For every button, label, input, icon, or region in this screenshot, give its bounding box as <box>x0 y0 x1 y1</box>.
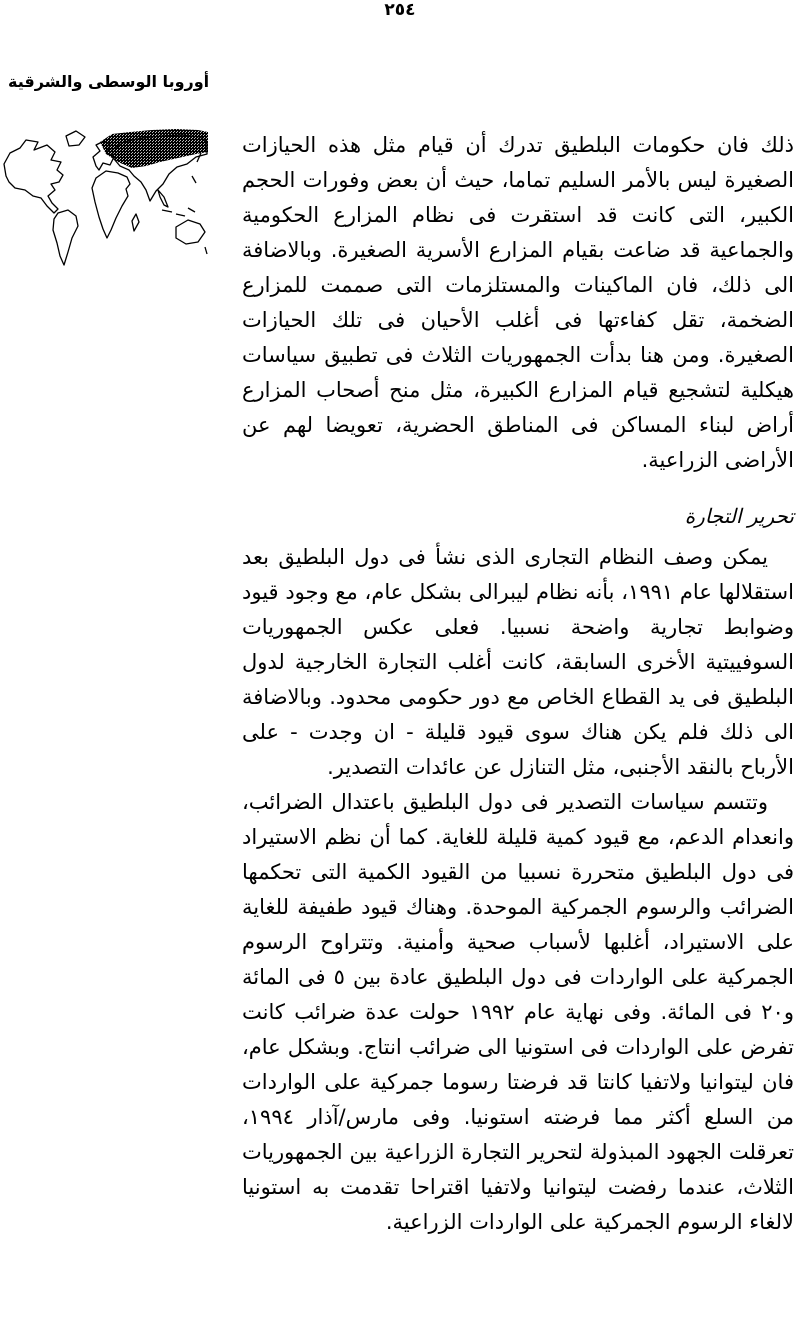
world-map <box>0 126 212 274</box>
paragraph-2: يمكن وصف النظام التجارى الذى نشأ فى دول البلطيق بعد استقلالها عام ١٩٩١، بأنه نظام ليبرالى بشكل عام، مع وجود قيود وضوابط تجارية واضحة نسبيا. فعلى عكس الجمهوريات السوفييتية الأخرى السابقة، كانت أغلب التجارة الخارجية لدول البلطيق فى يد القطاع الخاص مع دور حكومى محدود. وبالاضافة الى ذلك فلم يكن هناك سوى قيود قليلة - ان وجدت - على الأرباح بالنقد الأجنبى، مثل التنازل عن عائدات التصدير. <box>242 545 794 779</box>
map-newzealand-outline <box>205 247 207 254</box>
map-south-america-outline <box>53 210 78 265</box>
article-text-column <box>242 128 794 1240</box>
map-madagascar-outline <box>132 214 139 231</box>
paragraph-3: وتتسم سياسات التصدير فى دول البلطيق باعتدال الضرائب، وانعدام الدعم، مع قيود كمية قليلة للغاية. كما أن نظم الاستيراد فى دول البلطيق متحررة نسبيا من القيود الكمية التى تحكمها الضرائب والرسوم الجمركية الموحدة. وهناك قيود طفيفة للغاية على الاستيراد، أغلبها لأسباب صحية وأمنية. وتتراوح الرسوم الجمركية على الواردات فى دول البلطيق عادة بين ٥ فى المائة و٢٠ فى المائة. وفى نهاية عام ١٩٩٢ حولت عدة ضرائب كانت تفرض على الواردات فى استونيا الى ضرائب انتاج. وبشكل عام، فان ليتوانيا ولاتفيا كانتا قد فرضتا رسوما جمركية على الواردات من السلع أكثر مما فرضته استونيا. وفى مارس/آذار ١٩٩٤، تعرقلت الجهود المبذولة لتحرير التجارة الزراعية بين الجمهوريات الثلاث، عندما رفضت ليتوانيا ولاتفيا اقتراحا تقدمت به استونيا لالغاء الرسوم الجمركية على الواردات الزراعية. <box>242 790 794 1234</box>
map-japan-outline <box>197 153 201 162</box>
map-indonesia-outline <box>162 208 195 216</box>
map-philippines-outline <box>192 176 196 183</box>
world-map-icon <box>0 126 212 274</box>
section-heading: تحرير التجارة <box>684 504 794 528</box>
page-number: ٢٥٤ <box>384 0 416 20</box>
region-label: أوروبا الوسطى والشرقية <box>8 72 210 91</box>
map-africa-outline <box>92 171 130 238</box>
map-greenland-outline <box>66 131 85 146</box>
paragraph-1: ذلك فان حكومات البلطيق تدرك أن قيام مثل هذه الحيازات الصغيرة ليس بالأمر السليم تماما، حيث أن بعض وفورات الحجم الكبير، التى كانت قد استقرت فى نظام المزارع الحكومية والجماعية قد ضاعت بقيام المزارع الأسرية الصغيرة. وبالاضافة الى ذلك، فان الماكينات والمستلزمات التى صممت للمزارع الضخمة، تقل كفاءتها فى أغلب الأحيان فى تلك الحيازات الصغيرة. ومن هنا بدأت الجمهوريات الثلاث فى تطبيق سياسات هيكلية لتشجيع قيام المزارع الكبيرة، مثل منح أصحاب المزارع أراض لبناء المساكن فى المناطق الحضرية، تعويضا لهم عن الأراضى الزراعية. <box>242 133 794 472</box>
map-sea-peninsula-outline <box>158 190 168 207</box>
map-australia-outline <box>176 220 205 244</box>
map-north-america-outline <box>4 140 63 213</box>
